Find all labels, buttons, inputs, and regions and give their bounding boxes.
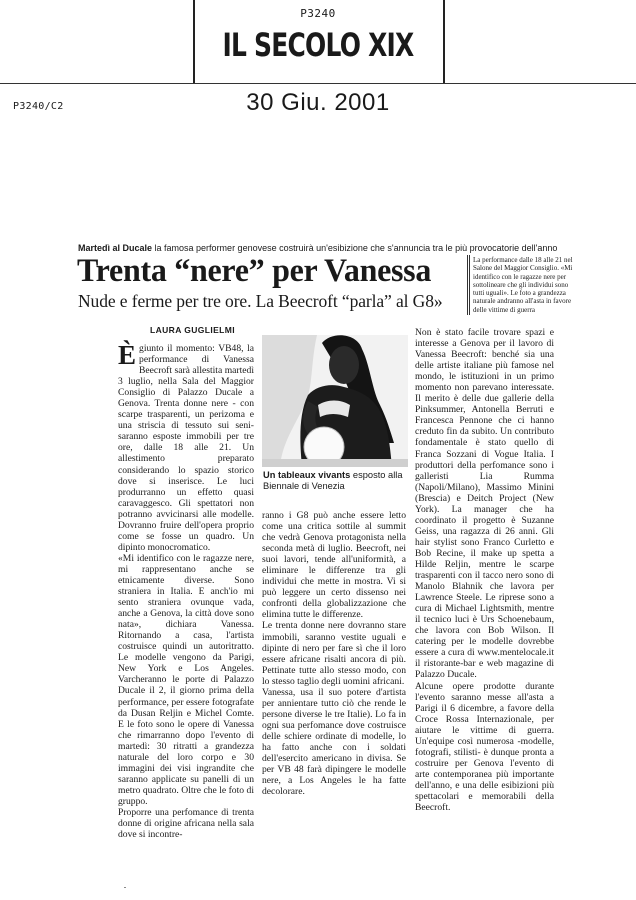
kicker-text: la famosa performer genovese costruirà un'esibizione che s'annuncia tra le più provocatorie dell'anno [152,243,558,253]
text-column-1 [118,340,254,841]
photo-caption [263,470,413,492]
caption-lead: Un tableaux vivants [263,470,351,480]
caption-text: esposto alla Biennale di Venezia [263,470,403,491]
byline: LAURA GUGLIELMI [150,325,236,335]
drop-cap: È [118,340,137,370]
photo-artwork [262,335,408,467]
text-column-2 [262,510,406,797]
paragraph: Le trenta donne nere dovranno stare immobili, saranno vestite uguali e dipinte di nero per fare sì che il loro essere africane risalti ancora di più. Pettinate tutte allo stesso modo, con lo stesso taglio degli uomini africani. [262,620,406,687]
paragraph: Non è stato facile trovare spazi e interesse a Genova per il lavoro di Vanessa Beecroft: benché sia una delle artiste italiane più famose nel mondo, le istituzioni in un primo momento non parevano interessate. Il merito è delle due gallerie della Pinksummer, Antonella Berruti e Francesca Pennone che ci hanno creduto fin da subito. Un contributo fondamentale è stato quello di Franca Sozzani di Vogue Italia. I produttori della perfomance sono i galleristi Lia Rumma (Napoli/Milano), Massimo Minini (Brescia) e Deitch Project (New York). La manager che ha coordinato il progetto è Suzanne Geiss, una ragazza di 26 anni. Gli hair stylist sono Franco Curletto e Bob Recine, il make up spetta a Hilde Reljin, mentre le scarpe trasparenti con il tacco nero sono di Manolo Blahnik che lavora per Lawrence Steele. Le riprese sono a cura di Michael Lightsmith, mentre il tecnico luci è Urs Schoenebaum, che lavora con Bob Wilson. Il catering per le modelle dovrebbe essere a cura di www.mentelocale.it il ristorante-bar e web magazine di Palazzo Ducale. [415,327,554,681]
clip-code: P3240/C2 [13,101,64,112]
paragraph: ranno i G8 può anche essere letto come una critica sottile al summit che vedrà Genova protagonista nella seconda metà di luglio. Beecroft, nei suoi lavori, tende all'uniformità, a eliminare le differenze tra gli individui che mette in mostra. Vi si può leggere un certo dissenso nei confronti della globalizzazione che elimina tutte le differenze. [262,510,406,621]
paragraph: Alcune opere prodotte durante l'evento saranno messe all'asta a Parigi il 6 dicembre, a favore della Croce Rossa Internazionale, per aiutare le vittime di guerra. Un'equipe così numerosa -modelle, fotografi, stilisti- è dunque pronta a costruire per Genova l'evento di arte contemporanea più importante dell'anno, e una delle esibizioni più spettacolari e memorabili della Beecroft. [415,680,554,814]
article-subtitle: Nude e ferme per tre ore. La Beecroft “parla” al G8» [78,291,443,311]
side-note-rule [467,255,470,315]
side-note: La performance dalle 18 alle 21 nel Salone del Maggior Consiglio. «Mi identifico con le ragazze nere per sottolineare che gli individui sono tutti uguali». Le foto a grandezza naturale andranno all'asta in favore delle vittime di guerra [473,256,573,314]
scan-mark [124,887,126,888]
publication-date: 30 Giu. 2001 [246,89,390,116]
article-title: Trenta “nere” per Vanessa [77,253,432,289]
header-divider [0,83,636,84]
kicker-lead: Martedì al Ducale [78,243,153,253]
paragraph: Vanessa, usa il suo potere d'artista per annientare tutto ciò che rende le persone diverse le tre Italie). Lo fa in ogni sua perfomance dove costruisce delle schiere ordinate di modelle, lo ha fatto anche con i soldati dell'esercito americano in divisa. Se per VB 48 farà dipingere le modelle nere, a Los Angeles le ha fatte decolorare. [262,686,406,798]
paragraph: Proporre una perfomance di trenta donne di origine africana nella sala dove si incontre- [118,806,254,841]
article-photo [262,335,408,467]
paragraph: «Mi identifico con le ragazze nere, mi rappresentano anche se etnicamente diverse. Sono straniera in Italia. E anch'io mi sento straniera ovunque vada, anche a Genova, la città dove sono nata», dichiara Vanessa. Ritornando a casa, l'artista costruisce quindi un autoritratto. Le modelle vengono da Parigi, New York e Los Angeles. Varcheranno le porte di Palazzo Ducale il 2, il giorno prima della performance, per essere fotografate da Dusan Reljin e Michel Comte. E le foto sono le opere di Vanessa che rimarranno dopo l'evento di martedì: 30 ritratti a grandezza naturale del loro corpo e 30 immagini dei visi ingrandite che saranno applicate su panelli di un metro quadrato. Oltre che le foto di gruppo. [118,552,254,807]
archive-code: P3240 [300,7,336,20]
paragraph-text: giunto il momento: VB48, la performance di Vanessa Beecroft sarà allestita martedì 3 luglio, nella Sala del Maggior Consiglio di Palazzo Ducale a Genova. Trenta donne nere - con scarpe trasparenti, un perizoma e una striscia di tessuto sui seni- saranno esposte immobili per tre ore, dalle 18 alle 21. Un allestimento preparato considerando lo spazio storico dove si inserisce. Le luci produrranno un effetto quasi caravaggesco. Gli spettatori non potranno avvicinarsi alle modelle. Dovranno fruire dell'opera proprio come se fosse un quadro. Un dipinto monocromatico. [118,343,254,553]
newspaper-masthead: IL SECOLO XIX [222,26,414,64]
article-kicker [78,243,558,253]
text-column-3 [415,327,554,813]
paragraph [118,340,254,553]
